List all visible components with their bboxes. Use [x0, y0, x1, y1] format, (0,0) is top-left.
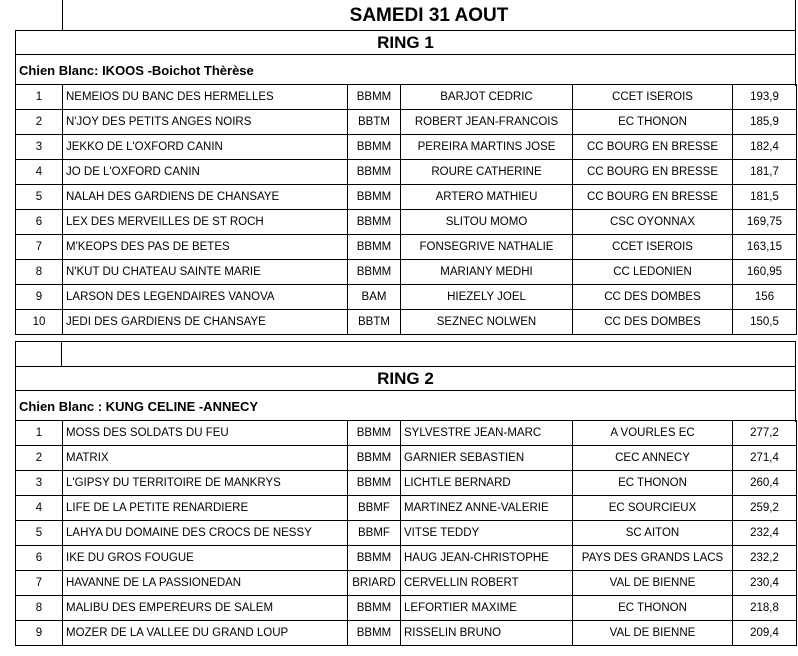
club-cell: CC LEDONIEN — [573, 260, 733, 285]
score-cell: 232,2 — [733, 546, 797, 571]
table-row — [16, 496, 797, 521]
score-cell: 271,4 — [733, 446, 797, 471]
table-row — [16, 110, 797, 135]
table-row — [16, 446, 797, 471]
dog-name-cell: LIFE DE LA PETITE RENARDIERE — [63, 496, 348, 521]
ring-1-judge-left-border — [15, 54, 16, 86]
rank-cell: 9 — [16, 285, 63, 310]
handler-cell: MARIANY MEDHI — [401, 260, 573, 285]
breed-cell: BBMM — [348, 85, 401, 110]
club-cell: CEC ANNECY — [573, 446, 733, 471]
rank-cell: 6 — [16, 546, 63, 571]
club-cell: CC DES DOMBES — [573, 285, 733, 310]
rank-cell: 7 — [16, 235, 63, 260]
table-row — [16, 85, 797, 110]
dog-name-cell: JO DE L'OXFORD CANIN — [63, 160, 348, 185]
breed-cell: BBMM — [348, 621, 401, 646]
dog-name-cell: JEDI DES GARDIENS DE CHANSAYE — [63, 310, 348, 335]
club-cell: A VOURLES EC — [573, 421, 733, 446]
rank-cell: 3 — [16, 471, 63, 496]
rank-cell: 2 — [16, 446, 63, 471]
table-row — [16, 546, 797, 571]
handler-cell: VITSE TEDDY — [401, 521, 573, 546]
dog-name-cell: MOZER DE LA VALLEE DU GRAND LOUP — [63, 621, 348, 646]
ring-1-rows — [16, 85, 797, 335]
handler-cell: PEREIRA MARTINS JOSE — [401, 135, 573, 160]
club-cell: CC BOURG EN BRESSE — [573, 135, 733, 160]
ring-2-judge-right-border — [795, 390, 796, 422]
table-row — [16, 160, 797, 185]
dog-name-cell: L'GIPSY DU TERRITOIRE DE MANKRYS — [63, 471, 348, 496]
table-row — [16, 596, 797, 621]
breed-cell: BBMM — [348, 135, 401, 160]
dog-name-cell: NALAH DES GARDIENS DE CHANSAYE — [63, 185, 348, 210]
handler-cell: HIEZELY JOEL — [401, 285, 573, 310]
dog-name-cell: IKE DU GROS FOUGUE — [63, 546, 348, 571]
table-row — [16, 235, 797, 260]
rank-cell: 1 — [16, 421, 63, 446]
breed-cell: BBMM — [348, 235, 401, 260]
rank-cell: 2 — [16, 110, 63, 135]
dog-name-cell: NEMEIOS DU BANC DES HERMELLES — [63, 85, 348, 110]
club-cell: EC THONON — [573, 110, 733, 135]
ring-1-header: RING 1 — [15, 30, 796, 55]
handler-cell: SYLVESTRE JEAN-MARC — [401, 421, 573, 446]
score-cell: 150,5 — [733, 310, 797, 335]
club-cell: CSC OYONNAX — [573, 210, 733, 235]
handler-cell: RISSELIN BRUNO — [401, 621, 573, 646]
score-cell: 182,4 — [733, 135, 797, 160]
breed-cell: BBTM — [348, 110, 401, 135]
table-row — [16, 421, 797, 446]
table-row — [16, 471, 797, 496]
score-cell: 169,75 — [733, 210, 797, 235]
spacer-top-line — [15, 341, 796, 342]
table-row — [16, 571, 797, 596]
ring-2-header: RING 2 — [15, 366, 796, 391]
rank-cell: 5 — [16, 521, 63, 546]
club-cell: CC DES DOMBES — [573, 310, 733, 335]
score-cell: 259,2 — [733, 496, 797, 521]
dog-name-cell: JEKKO DE L'OXFORD CANIN — [63, 135, 348, 160]
score-cell: 218,8 — [733, 596, 797, 621]
breed-cell: BBMM — [348, 421, 401, 446]
table-row — [16, 210, 797, 235]
breed-cell: BBMF — [348, 496, 401, 521]
handler-cell: BARJOT CEDRIC — [401, 85, 573, 110]
dog-name-cell: LAHYA DU DOMAINE DES CROCS DE NESSY — [63, 521, 348, 546]
dog-name-cell: MATRIX — [63, 446, 348, 471]
dog-name-cell: MOSS DES SOLDATS DU FEU — [63, 421, 348, 446]
rank-cell: 5 — [16, 185, 63, 210]
dog-name-cell: LARSON DES LEGENDAIRES VANOVA — [63, 285, 348, 310]
club-cell: CC BOURG EN BRESSE — [573, 185, 733, 210]
breed-cell: BBMM — [348, 596, 401, 621]
table-row — [16, 621, 797, 646]
club-cell: CCET ISEROIS — [573, 85, 733, 110]
score-cell: 181,7 — [733, 160, 797, 185]
ring-2-judge-left-border — [15, 390, 16, 422]
table-row — [16, 285, 797, 310]
score-cell: 181,5 — [733, 185, 797, 210]
dog-name-cell: M'KEOPS DES PAS DE BETES — [63, 235, 348, 260]
handler-cell: LICHTLE BERNARD — [401, 471, 573, 496]
table-row — [16, 521, 797, 546]
breed-cell: BBMM — [348, 260, 401, 285]
club-cell: EC SOURCIEUX — [573, 496, 733, 521]
score-cell: 209,4 — [733, 621, 797, 646]
score-cell: 277,2 — [733, 421, 797, 446]
handler-cell: ROBERT JEAN-FRANCOIS — [401, 110, 573, 135]
score-cell: 156 — [733, 285, 797, 310]
breed-cell: BAM — [348, 285, 401, 310]
rank-cell: 1 — [16, 85, 63, 110]
spacer-left-border — [15, 341, 16, 367]
breed-cell: BBMM — [348, 546, 401, 571]
spacer-right-border — [795, 341, 796, 367]
breed-cell: BBMM — [348, 471, 401, 496]
club-cell: CCET ISEROIS — [573, 235, 733, 260]
handler-cell: SLITOU MOMO — [401, 210, 573, 235]
page-title: SAMEDI 31 AOUT — [349, 5, 509, 26]
rank-cell: 8 — [16, 260, 63, 285]
club-cell: EC THONON — [573, 596, 733, 621]
club-cell: PAYS DES GRANDS LACS — [573, 546, 733, 571]
rank-cell: 10 — [16, 310, 63, 335]
ring-2-results-table — [15, 420, 797, 646]
rank-cell: 7 — [16, 571, 63, 596]
club-cell: EC THONON — [573, 471, 733, 496]
handler-cell: ROURE CATHERINE — [401, 160, 573, 185]
ring-2-rows — [16, 421, 797, 646]
handler-cell: ARTERO MATHIEU — [401, 185, 573, 210]
breed-cell: BBMM — [348, 210, 401, 235]
handler-cell: FONSEGRIVE NATHALIE — [401, 235, 573, 260]
rank-cell: 4 — [16, 160, 63, 185]
handler-cell: SEZNEC NOLWEN — [401, 310, 573, 335]
score-cell: 260,4 — [733, 471, 797, 496]
table-row — [16, 135, 797, 160]
breed-cell: BBMF — [348, 521, 401, 546]
handler-cell: MARTINEZ ANNE-VALERIE — [401, 496, 573, 521]
handler-cell: GARNIER SEBASTIEN — [401, 446, 573, 471]
score-cell: 185,9 — [733, 110, 797, 135]
handler-cell: CERVELLIN ROBERT — [401, 571, 573, 596]
dog-name-cell: N'JOY DES PETITS ANGES NOIRS — [63, 110, 348, 135]
score-cell: 230,4 — [733, 571, 797, 596]
rank-cell: 4 — [16, 496, 63, 521]
rank-cell: 9 — [16, 621, 63, 646]
ring-2-judge: Chien Blanc : KUNG CELINE -ANNECY — [19, 399, 259, 414]
club-cell: VAL DE BIENNE — [573, 621, 733, 646]
ring-1-judge-right-border — [795, 54, 796, 86]
score-cell: 193,9 — [733, 85, 797, 110]
table-row — [16, 310, 797, 335]
rank-cell: 3 — [16, 135, 63, 160]
dog-name-cell: MALIBU DES EMPEREURS DE SALEM — [63, 596, 348, 621]
score-cell: 163,15 — [733, 235, 797, 260]
score-cell: 232,4 — [733, 521, 797, 546]
spacer-rank-border — [61, 341, 62, 367]
table-row — [16, 185, 797, 210]
rank-cell: 8 — [16, 596, 63, 621]
table-row — [16, 260, 797, 285]
breed-cell: BBMM — [348, 185, 401, 210]
handler-cell: LEFORTIER MAXIME — [401, 596, 573, 621]
ring-1-judge: Chien Blanc: IKOOS -Boichot Thèrèse — [19, 63, 254, 78]
rank-cell: 6 — [16, 210, 63, 235]
club-cell: VAL DE BIENNE — [573, 571, 733, 596]
breed-cell: BBMM — [348, 160, 401, 185]
dog-name-cell: LEX DES MERVEILLES DE ST ROCH — [63, 210, 348, 235]
score-cell: 160,95 — [733, 260, 797, 285]
dog-name-cell: N'KUT DU CHATEAU SAINTE MARIE — [63, 260, 348, 285]
breed-cell: BBTM — [348, 310, 401, 335]
handler-cell: HAUG JEAN-CHRISTOPHE — [401, 546, 573, 571]
club-cell: CC BOURG EN BRESSE — [573, 160, 733, 185]
breed-cell: BBMM — [348, 446, 401, 471]
ring-1-results-table — [15, 84, 797, 335]
club-cell: SC AITON — [573, 521, 733, 546]
dog-name-cell: HAVANNE DE LA PASSIONEDAN — [63, 571, 348, 596]
breed-cell: BRIARD — [348, 571, 401, 596]
